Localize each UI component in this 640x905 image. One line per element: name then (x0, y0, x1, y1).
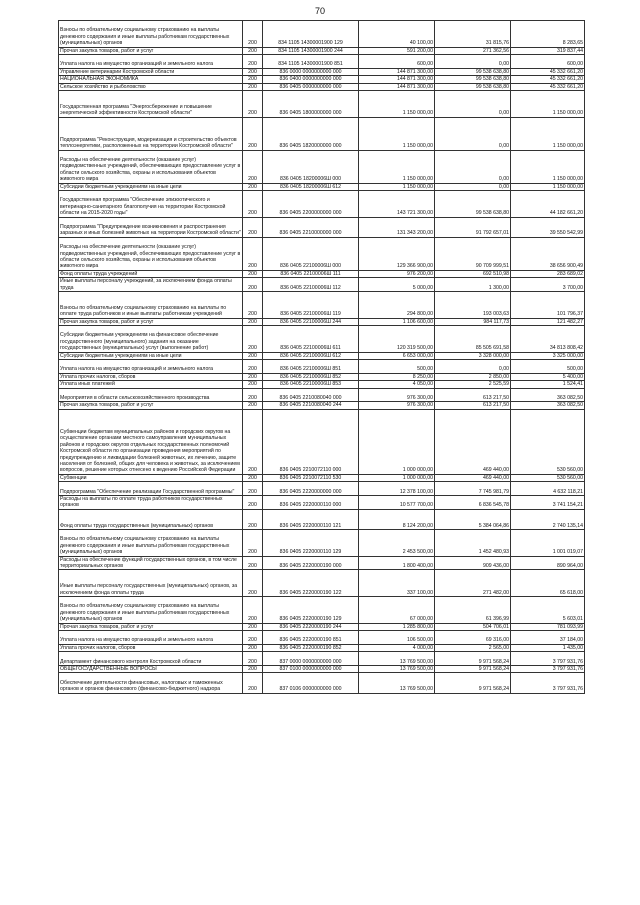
row-executed-cell: 3 328 000,00 (435, 352, 511, 359)
row-code-cell: 200 (243, 47, 263, 54)
row-executed-cell: 0,00 (435, 117, 511, 150)
table-row (59, 318, 585, 325)
row-remaining-cell: 101 796,37 (511, 292, 585, 319)
row-code-cell: 200 (243, 183, 263, 190)
row-kbk-cell: 836 0405 2220000110 121 (263, 509, 359, 529)
table-row (59, 623, 585, 630)
table-row (59, 381, 585, 388)
row-kbk-cell: 836 0405 1820000000 000 (263, 117, 359, 150)
row-assigned-cell: 976 200,00 (359, 270, 435, 277)
row-assigned-cell: 294 800,00 (359, 292, 435, 319)
row-executed-cell: 984 117,73 (435, 318, 511, 325)
row-code-cell: 200 (243, 150, 263, 183)
row-kbk-cell: 836 0405 2210072110 530 (263, 474, 359, 481)
row-name-cell: Субсидии бюджетным учреждениям на иные цели (59, 183, 243, 190)
row-remaining-cell: 500,00 (511, 360, 585, 374)
row-code-cell: 200 (243, 570, 263, 597)
row-code-cell: 200 (243, 360, 263, 374)
row-name-cell: Прочая закупка товаров, работ и услуг (59, 402, 243, 409)
row-kbk-cell: 836 0405 1800000000 000 (263, 91, 359, 118)
row-assigned-cell: 67 000,00 (359, 597, 435, 624)
row-kbk-cell: 836 0405 2220000000 000 (263, 482, 359, 496)
row-remaining-cell: 363 082,50 (511, 388, 585, 402)
row-code-cell: 200 (243, 292, 263, 319)
row-name-cell: Уплата прочих налогов, сборов (59, 644, 243, 651)
row-kbk-cell: 837 0000 0000000000 000 (263, 652, 359, 666)
row-assigned-cell: 4 000,00 (359, 644, 435, 651)
row-executed-cell: 31 815,76 (435, 21, 511, 48)
row-assigned-cell: 1 000 000,00 (359, 409, 435, 474)
row-name-cell: Расходы на выплаты по оплате труда работников государственных органов (59, 496, 243, 510)
page-number: 70 (314, 6, 325, 16)
row-code-cell: 200 (243, 68, 263, 75)
row-assigned-cell: 12 378 100,00 (359, 482, 435, 496)
row-assigned-cell: 13 769 500,00 (359, 666, 435, 673)
row-code-cell: 200 (243, 556, 263, 570)
row-remaining-cell: 44 182 661,20 (511, 191, 585, 218)
row-kbk-cell: 836 0405 22100006Ш 119 (263, 292, 359, 319)
row-assigned-cell: 143 721 300,00 (359, 191, 435, 218)
row-executed-cell: 2 525,59 (435, 381, 511, 388)
row-kbk-cell: 836 0405 22100006Ш 853 (263, 381, 359, 388)
row-kbk-cell: 836 0405 22100006Ш 612 (263, 352, 359, 359)
row-name-cell: Уплата налога на имущество организаций и земельного налога (59, 631, 243, 645)
row-name-cell: Расходы на обеспечение деятельности (оказание услуг) подведомственных учреждений, обеспечивающих предоставление услуг в области сельского хозяйства, охраны и использования объектов животного мира (59, 150, 243, 183)
row-kbk-cell: 836 0405 2220000190 851 (263, 631, 359, 645)
row-executed-cell: 469 440,00 (435, 474, 511, 481)
row-code-cell: 200 (243, 352, 263, 359)
row-code-cell: 200 (243, 644, 263, 651)
row-assigned-cell: 976 300,00 (359, 402, 435, 409)
row-remaining-cell: 283 689,02 (511, 270, 585, 277)
row-assigned-cell: 144 871 300,00 (359, 68, 435, 75)
row-code-cell: 200 (243, 530, 263, 557)
row-code-cell: 200 (243, 381, 263, 388)
row-kbk-cell: 836 0405 2210080040 000 (263, 388, 359, 402)
row-assigned-cell: 1 150 000,00 (359, 117, 435, 150)
row-code-cell: 200 (243, 402, 263, 409)
table-row (59, 631, 585, 645)
row-name-cell: НАЦИОНАЛЬНАЯ ЭКОНОМИКА (59, 76, 243, 83)
row-code-cell: 200 (243, 496, 263, 510)
table-row (59, 76, 585, 83)
row-executed-cell: 91 792 657,01 (435, 217, 511, 237)
row-assigned-cell: 13 769 500,00 (359, 673, 435, 693)
row-name-cell: Мероприятия в области сельскохозяйственного производства (59, 388, 243, 402)
row-assigned-cell: 1 285 800,00 (359, 623, 435, 630)
row-name-cell: Уплата прочих налогов, сборов (59, 373, 243, 380)
row-remaining-cell: 3 797 931,76 (511, 652, 585, 666)
row-remaining-cell: 121 482,27 (511, 318, 585, 325)
row-remaining-cell: 3 325 000,00 (511, 352, 585, 359)
row-remaining-cell: 363 082,50 (511, 402, 585, 409)
row-executed-cell: 90 709 999,51 (435, 237, 511, 270)
row-remaining-cell: 39 550 542,99 (511, 217, 585, 237)
row-assigned-cell: 1 106 600,00 (359, 318, 435, 325)
row-name-cell: Субсидии бюджетным учреждениям на иные цели (59, 352, 243, 359)
row-assigned-cell: 1 150 000,00 (359, 150, 435, 183)
row-code-cell: 200 (243, 318, 263, 325)
row-name-cell: Взносы по обязательному социальному страхованию на выплаты денежного содержания и иные выплаты работникам государственных (муниципальных) органов (59, 21, 243, 48)
row-name-cell: Уплата налога на имущество организаций и земельного налога (59, 360, 243, 374)
row-executed-cell: 193 003,63 (435, 292, 511, 319)
table-row (59, 91, 585, 118)
row-name-cell: Сельское хозяйство и рыболовство (59, 83, 243, 90)
row-remaining-cell: 1 150 000,00 (511, 150, 585, 183)
row-executed-cell: 0,00 (435, 150, 511, 183)
table-row (59, 652, 585, 666)
row-remaining-cell: 3 741 154,21 (511, 496, 585, 510)
row-name-cell: Уплата иных платежей (59, 381, 243, 388)
row-code-cell: 200 (243, 21, 263, 48)
row-code-cell: 200 (243, 623, 263, 630)
row-executed-cell: 99 538 638,80 (435, 68, 511, 75)
row-remaining-cell: 5 603,01 (511, 597, 585, 624)
row-name-cell: Уплата налога на имущество организаций и земельного налога (59, 55, 243, 69)
row-executed-cell: 271 362,56 (435, 47, 511, 54)
row-executed-cell: 613 217,50 (435, 388, 511, 402)
row-executed-cell: 0,00 (435, 55, 511, 69)
row-executed-cell: 2 850,00 (435, 373, 511, 380)
row-name-cell: Обеспечение деятельности финансовых, налоговых и таможенных органов и органов финансового (финансово-бюджетного) надзора (59, 673, 243, 693)
table-row (59, 570, 585, 597)
row-executed-cell: 99 538 638,80 (435, 76, 511, 83)
row-remaining-cell: 1 150 000,00 (511, 183, 585, 190)
table-row (59, 270, 585, 277)
table-row (59, 83, 585, 90)
row-assigned-cell: 5 000,00 (359, 278, 435, 292)
row-name-cell: Субсидии бюджетным учреждениям на финансовое обеспечение государственного (муниципального) задания на оказание государственных (муниципальных) услуг (выполнение работ) (59, 326, 243, 353)
row-remaining-cell: 45 332 661,20 (511, 83, 585, 90)
row-executed-cell: 692 510,98 (435, 270, 511, 277)
row-kbk-cell: 836 0405 0000000000 000 (263, 83, 359, 90)
row-remaining-cell: 45 332 661,20 (511, 68, 585, 75)
row-kbk-cell: 836 0405 2220000110 000 (263, 496, 359, 510)
row-remaining-cell: 1 150 000,00 (511, 117, 585, 150)
row-assigned-cell: 1 000 000,00 (359, 474, 435, 481)
row-kbk-cell: 837 0100 0000000000 000 (263, 666, 359, 673)
table-row (59, 237, 585, 270)
row-remaining-cell: 319 837,44 (511, 47, 585, 54)
row-executed-cell: 6 836 545,78 (435, 496, 511, 510)
row-assigned-cell: 129 366 900,00 (359, 237, 435, 270)
row-executed-cell: 0,00 (435, 91, 511, 118)
row-executed-cell: 9 971 568,24 (435, 652, 511, 666)
row-remaining-cell: 45 332 661,20 (511, 76, 585, 83)
row-name-cell: ОБЩЕГОСУДАРСТВЕННЫЕ ВОПРОСЫ (59, 666, 243, 673)
table-row (59, 530, 585, 557)
row-executed-cell: 85 505 691,58 (435, 326, 511, 353)
budget-execution-table (58, 20, 585, 694)
row-remaining-cell: 1 435,00 (511, 644, 585, 651)
row-kbk-cell: 836 0405 22100006Ш 244 (263, 318, 359, 325)
row-executed-cell: 909 436,00 (435, 556, 511, 570)
row-name-cell: Подпрограмма "Обеспечение реализации Государственной программы" (59, 482, 243, 496)
row-remaining-cell: 8 283,65 (511, 21, 585, 48)
row-executed-cell: 2 565,00 (435, 644, 511, 651)
table-row (59, 509, 585, 529)
table-row (59, 191, 585, 218)
table-row (59, 326, 585, 353)
row-kbk-cell: 834 1105 14300001900 244 (263, 47, 359, 54)
row-code-cell: 200 (243, 55, 263, 69)
row-assigned-cell: 144 871 300,00 (359, 83, 435, 90)
table-row (59, 352, 585, 359)
row-kbk-cell: 836 0400 0000000000 000 (263, 76, 359, 83)
table-row (59, 474, 585, 481)
row-code-cell: 200 (243, 217, 263, 237)
row-executed-cell: 9 971 568,24 (435, 666, 511, 673)
row-assigned-cell: 591 200,00 (359, 47, 435, 54)
row-executed-cell: 1 452 480,93 (435, 530, 511, 557)
row-name-cell: Расходы на обеспечение функций государственных органов, в том числе территориальных органов (59, 556, 243, 570)
row-remaining-cell: 1 001 019,07 (511, 530, 585, 557)
row-kbk-cell: 836 0405 22100006Ш 851 (263, 360, 359, 374)
row-executed-cell: 613 217,50 (435, 402, 511, 409)
row-code-cell: 200 (243, 666, 263, 673)
row-kbk-cell: 836 0405 22100006Ш 000 (263, 237, 359, 270)
row-code-cell: 200 (243, 597, 263, 624)
row-code-cell: 200 (243, 278, 263, 292)
row-remaining-cell: 34 813 808,42 (511, 326, 585, 353)
row-code-cell: 200 (243, 631, 263, 645)
row-remaining-cell: 2 740 135,14 (511, 509, 585, 529)
row-code-cell: 200 (243, 673, 263, 693)
row-assigned-cell: 40 100,00 (359, 21, 435, 48)
row-assigned-cell: 4 050,00 (359, 381, 435, 388)
row-assigned-cell: 1 800 400,00 (359, 556, 435, 570)
row-assigned-cell: 131 343 200,00 (359, 217, 435, 237)
row-assigned-cell: 6 653 000,00 (359, 352, 435, 359)
table-row (59, 388, 585, 402)
row-code-cell: 200 (243, 91, 263, 118)
row-kbk-cell: 834 1105 14300001900 851 (263, 55, 359, 69)
row-code-cell: 200 (243, 270, 263, 277)
row-remaining-cell: 4 632 118,21 (511, 482, 585, 496)
row-kbk-cell: 836 0405 2210080040 244 (263, 402, 359, 409)
row-executed-cell: 504 706,01 (435, 623, 511, 630)
row-name-cell: Департамент финансового контроля Костромской области (59, 652, 243, 666)
row-name-cell: Государственная программа "Обеспечение эпизоотического и ветеринарно-санитарного благополучия на территории Костромской области на 2015-2020 годы" (59, 191, 243, 218)
row-remaining-cell: 890 964,00 (511, 556, 585, 570)
row-executed-cell: 9 971 568,24 (435, 673, 511, 693)
row-code-cell: 200 (243, 482, 263, 496)
table-row (59, 292, 585, 319)
row-assigned-cell: 1 150 000,00 (359, 91, 435, 118)
row-name-cell: Иные выплаты персоналу учреждений, за исключением фонда оплаты труда (59, 278, 243, 292)
row-name-cell: Субвенции (59, 474, 243, 481)
row-executed-cell: 7 745 981,79 (435, 482, 511, 496)
row-kbk-cell: 836 0405 22100006Ш 611 (263, 326, 359, 353)
row-code-cell: 200 (243, 117, 263, 150)
row-code-cell: 200 (243, 509, 263, 529)
table-row (59, 68, 585, 75)
row-name-cell: Управление ветеринарии Костромской области (59, 68, 243, 75)
table-row (59, 673, 585, 693)
row-code-cell: 200 (243, 83, 263, 90)
table-row (59, 597, 585, 624)
row-assigned-cell: 8 124 200,00 (359, 509, 435, 529)
row-assigned-cell: 106 500,00 (359, 631, 435, 645)
table-row (59, 409, 585, 474)
row-kbk-cell: 836 0405 22100006Ш 112 (263, 278, 359, 292)
row-name-cell: Прочая закупка товаров, работ и услуг (59, 318, 243, 325)
row-kbk-cell: 834 1105 14300001900 129 (263, 21, 359, 48)
row-remaining-cell: 600,00 (511, 55, 585, 69)
row-executed-cell: 61 396,99 (435, 597, 511, 624)
row-remaining-cell: 781 093,99 (511, 623, 585, 630)
row-executed-cell: 271 482,00 (435, 570, 511, 597)
table-row (59, 482, 585, 496)
row-kbk-cell: 836 0405 2210072110 000 (263, 409, 359, 474)
row-name-cell: Фонд оплаты труда государственных (муниципальных) органов (59, 509, 243, 529)
row-kbk-cell: 836 0405 2220000190 244 (263, 623, 359, 630)
row-remaining-cell: 530 560,00 (511, 409, 585, 474)
row-remaining-cell: 1 150 000,00 (511, 91, 585, 118)
row-name-cell: Расходы на обеспечение деятельности (оказание услуг) подведомственных учреждений, обеспечивающих предоставление услуг в области сельского хозяйства, охраны и использования объектов животного мира (59, 237, 243, 270)
table-row (59, 55, 585, 69)
row-kbk-cell: 836 0405 18200006Ш 000 (263, 150, 359, 183)
row-name-cell: Фонд оплаты труда учреждений (59, 270, 243, 277)
row-code-cell: 200 (243, 326, 263, 353)
row-kbk-cell: 836 0405 2220000110 129 (263, 530, 359, 557)
table-row (59, 278, 585, 292)
row-name-cell: Подпрограмма "Реконструкция, модернизация и строительство объектов теплоэнергетики, расположенных на территории Костромской области" (59, 117, 243, 150)
row-assigned-cell: 144 871 300,00 (359, 76, 435, 83)
row-kbk-cell: 836 0405 2220000190 852 (263, 644, 359, 651)
table-row (59, 373, 585, 380)
row-remaining-cell: 3 700,00 (511, 278, 585, 292)
row-kbk-cell: 836 0000 0000000000 000 (263, 68, 359, 75)
row-name-cell: Взносы по обязательному социальному страхованию на выплаты по оплате труда работников и иные выплаты работникам учреждений (59, 292, 243, 319)
row-executed-cell: 0,00 (435, 183, 511, 190)
row-remaining-cell: 37 184,00 (511, 631, 585, 645)
row-name-cell: Прочая закупка товаров, работ и услуг (59, 623, 243, 630)
row-code-cell: 200 (243, 237, 263, 270)
row-kbk-cell: 836 0405 22100006Ш 111 (263, 270, 359, 277)
row-kbk-cell: 836 0405 2220000190 129 (263, 597, 359, 624)
row-assigned-cell: 600,00 (359, 55, 435, 69)
table-row (59, 644, 585, 651)
row-assigned-cell: 976 300,00 (359, 388, 435, 402)
row-name-cell: Прочая закупка товаров, работ и услуг (59, 47, 243, 54)
row-name-cell: Взносы по обязательному социальному страхованию на выплаты денежного содержания и иные выплаты работникам государственных (муниципальных) органов (59, 597, 243, 624)
row-assigned-cell: 1 150 000,00 (359, 183, 435, 190)
row-remaining-cell: 530 560,00 (511, 474, 585, 481)
table-row (59, 183, 585, 190)
row-kbk-cell: 836 0405 22100006Ш 852 (263, 373, 359, 380)
row-name-cell: Взносы по обязательному социальному страхованию на выплаты денежного содержания и иные выплаты работникам государственных (муниципальных) органов (59, 530, 243, 557)
row-code-cell: 200 (243, 76, 263, 83)
row-executed-cell: 1 300,00 (435, 278, 511, 292)
row-assigned-cell: 13 769 500,00 (359, 652, 435, 666)
row-executed-cell: 469 440,00 (435, 409, 511, 474)
row-code-cell: 200 (243, 191, 263, 218)
row-assigned-cell: 10 577 700,00 (359, 496, 435, 510)
table-row (59, 360, 585, 374)
table-row (59, 496, 585, 510)
row-assigned-cell: 8 250,00 (359, 373, 435, 380)
row-assigned-cell: 2 453 500,00 (359, 530, 435, 557)
row-code-cell: 200 (243, 652, 263, 666)
row-executed-cell: 99 538 638,80 (435, 83, 511, 90)
table-row (59, 47, 585, 54)
row-code-cell: 200 (243, 474, 263, 481)
row-code-cell: 200 (243, 373, 263, 380)
row-kbk-cell: 836 0405 2220000190 122 (263, 570, 359, 597)
row-remaining-cell: 38 656 900,49 (511, 237, 585, 270)
row-kbk-cell: 836 0405 2200000000 000 (263, 191, 359, 218)
row-name-cell: Субвенции бюджетам муниципальных районов и городских округов на осуществление органами местного самоуправления муниципальных районов и городских округов отдельных государственных полномочий Костромской области по организации проведения мероприятий по предупреждению и ликвидации болезней животных, их лечению, защите населения от болезней, общих для человека и животных, за исключением вопросов, решение которых отнесено к ведению Российской Федерации (59, 409, 243, 474)
table-row (59, 666, 585, 673)
row-remaining-cell: 3 797 931,76 (511, 673, 585, 693)
table-row (59, 217, 585, 237)
row-executed-cell: 0,00 (435, 360, 511, 374)
row-remaining-cell: 65 618,00 (511, 570, 585, 597)
row-name-cell: Иные выплаты персоналу государственных (муниципальных) органов, за исключением фонда оплаты труда (59, 570, 243, 597)
table-row (59, 21, 585, 48)
row-code-cell: 200 (243, 409, 263, 474)
row-name-cell: Подпрограмма "Предупреждение возникновения и распространения заразных и иных болезней животных на территории Костромской области" (59, 217, 243, 237)
row-executed-cell: 5 384 064,86 (435, 509, 511, 529)
row-code-cell: 200 (243, 388, 263, 402)
row-assigned-cell: 120 319 500,00 (359, 326, 435, 353)
table-row (59, 402, 585, 409)
row-remaining-cell: 3 797 931,76 (511, 666, 585, 673)
row-kbk-cell: 836 0405 2220000190 000 (263, 556, 359, 570)
row-assigned-cell: 337 100,00 (359, 570, 435, 597)
row-executed-cell: 99 538 638,80 (435, 191, 511, 218)
row-kbk-cell: 836 0405 2210000000 000 (263, 217, 359, 237)
table-row (59, 556, 585, 570)
table-row (59, 150, 585, 183)
row-kbk-cell: 836 0405 18200006Ш 612 (263, 183, 359, 190)
table-row (59, 117, 585, 150)
budget-table-body (59, 21, 585, 694)
row-kbk-cell: 837 0106 0000000000 000 (263, 673, 359, 693)
row-executed-cell: 69 316,00 (435, 631, 511, 645)
row-remaining-cell: 5 400,00 (511, 373, 585, 380)
row-name-cell: Государственная программа "Энергосбережение и повышение энергетической эффективности Костромской области" (59, 91, 243, 118)
row-remaining-cell: 1 524,41 (511, 381, 585, 388)
row-assigned-cell: 500,00 (359, 360, 435, 374)
